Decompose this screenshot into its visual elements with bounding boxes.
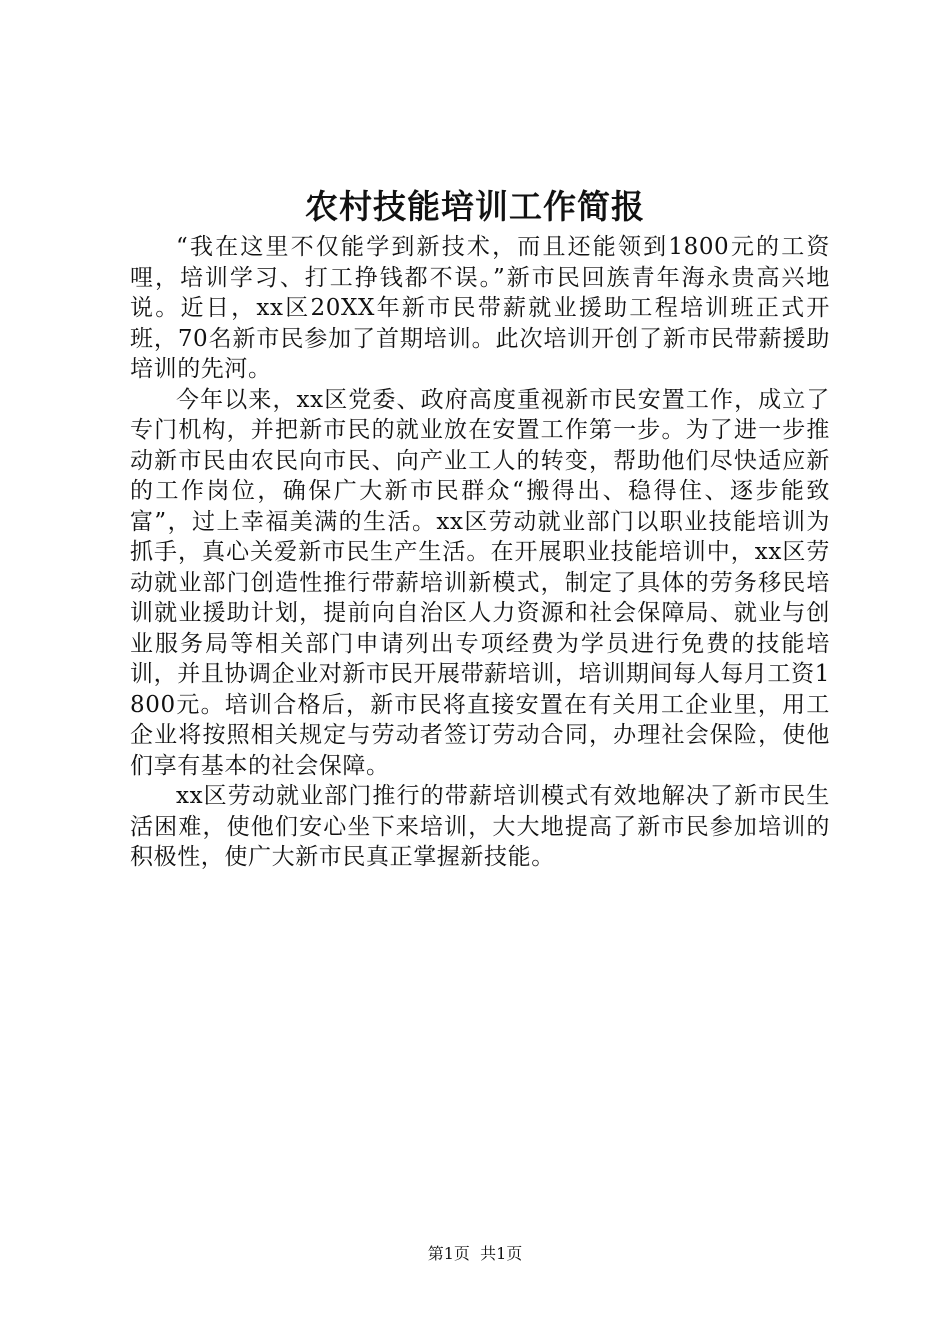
- page-footer: [0, 1243, 950, 1265]
- paragraph-1: “我在这里不仅能学到新技术，而且还能领到1800元的工资哩，培训学习、打工挣钱都不误。”新市民回族青年海永贵高兴地说。近日，xx区20XX年新市民带薪就业援助工程培训班正式开班，70名新市民参加了首期培训。此次培训开创了新市民带薪援助培训的先河。: [130, 234, 830, 382]
- document-body: [130, 232, 830, 873]
- document-title: 农村技能培训工作简报: [305, 187, 645, 226]
- page-indicator: 第1页 共1页: [427, 1244, 523, 1263]
- paragraph-3: xx区劳动就业部门推行的带薪培训模式有效地解决了新市民生活困难，使他们安心坐下来培训，大大地提高了新市民参加培训的积极性，使广大新市民真正掌握新技能。: [130, 783, 830, 870]
- paragraph-2: 今年以来，xx区党委、政府高度重视新市民安置工作，成立了专门机构，并把新市民的就业放在安置工作第一步。为了进一步推动新市民由农民向市民、向产业工人的转变，帮助他们尽快适应新的工作岗位，确保广大新市民群众“搬得出、稳得住、逐步能致富”，过上幸福美满的生活。xx区劳动就业部门以职业技能培训为抓手，真心关爱新市民生产生活。在开展职业技能培训中，xx区劳动就业部门创造性推行带薪培训新模式，制定了具体的劳务移民培训就业援助计划，提前向自治区人力资源和社会保障局、就业与创业服务局等相关部门申请列出专项经费为学员进行免费的技能培训，并且协调企业对新市民开展带薪培训，培训期间每人每月工资1800元。培训合格后，新市民将直接安置在有关用工企业里，用工企业将按照相关规定与劳动者签订劳动合同，办理社会保险，使他们享有基本的社会保障。: [130, 386, 830, 779]
